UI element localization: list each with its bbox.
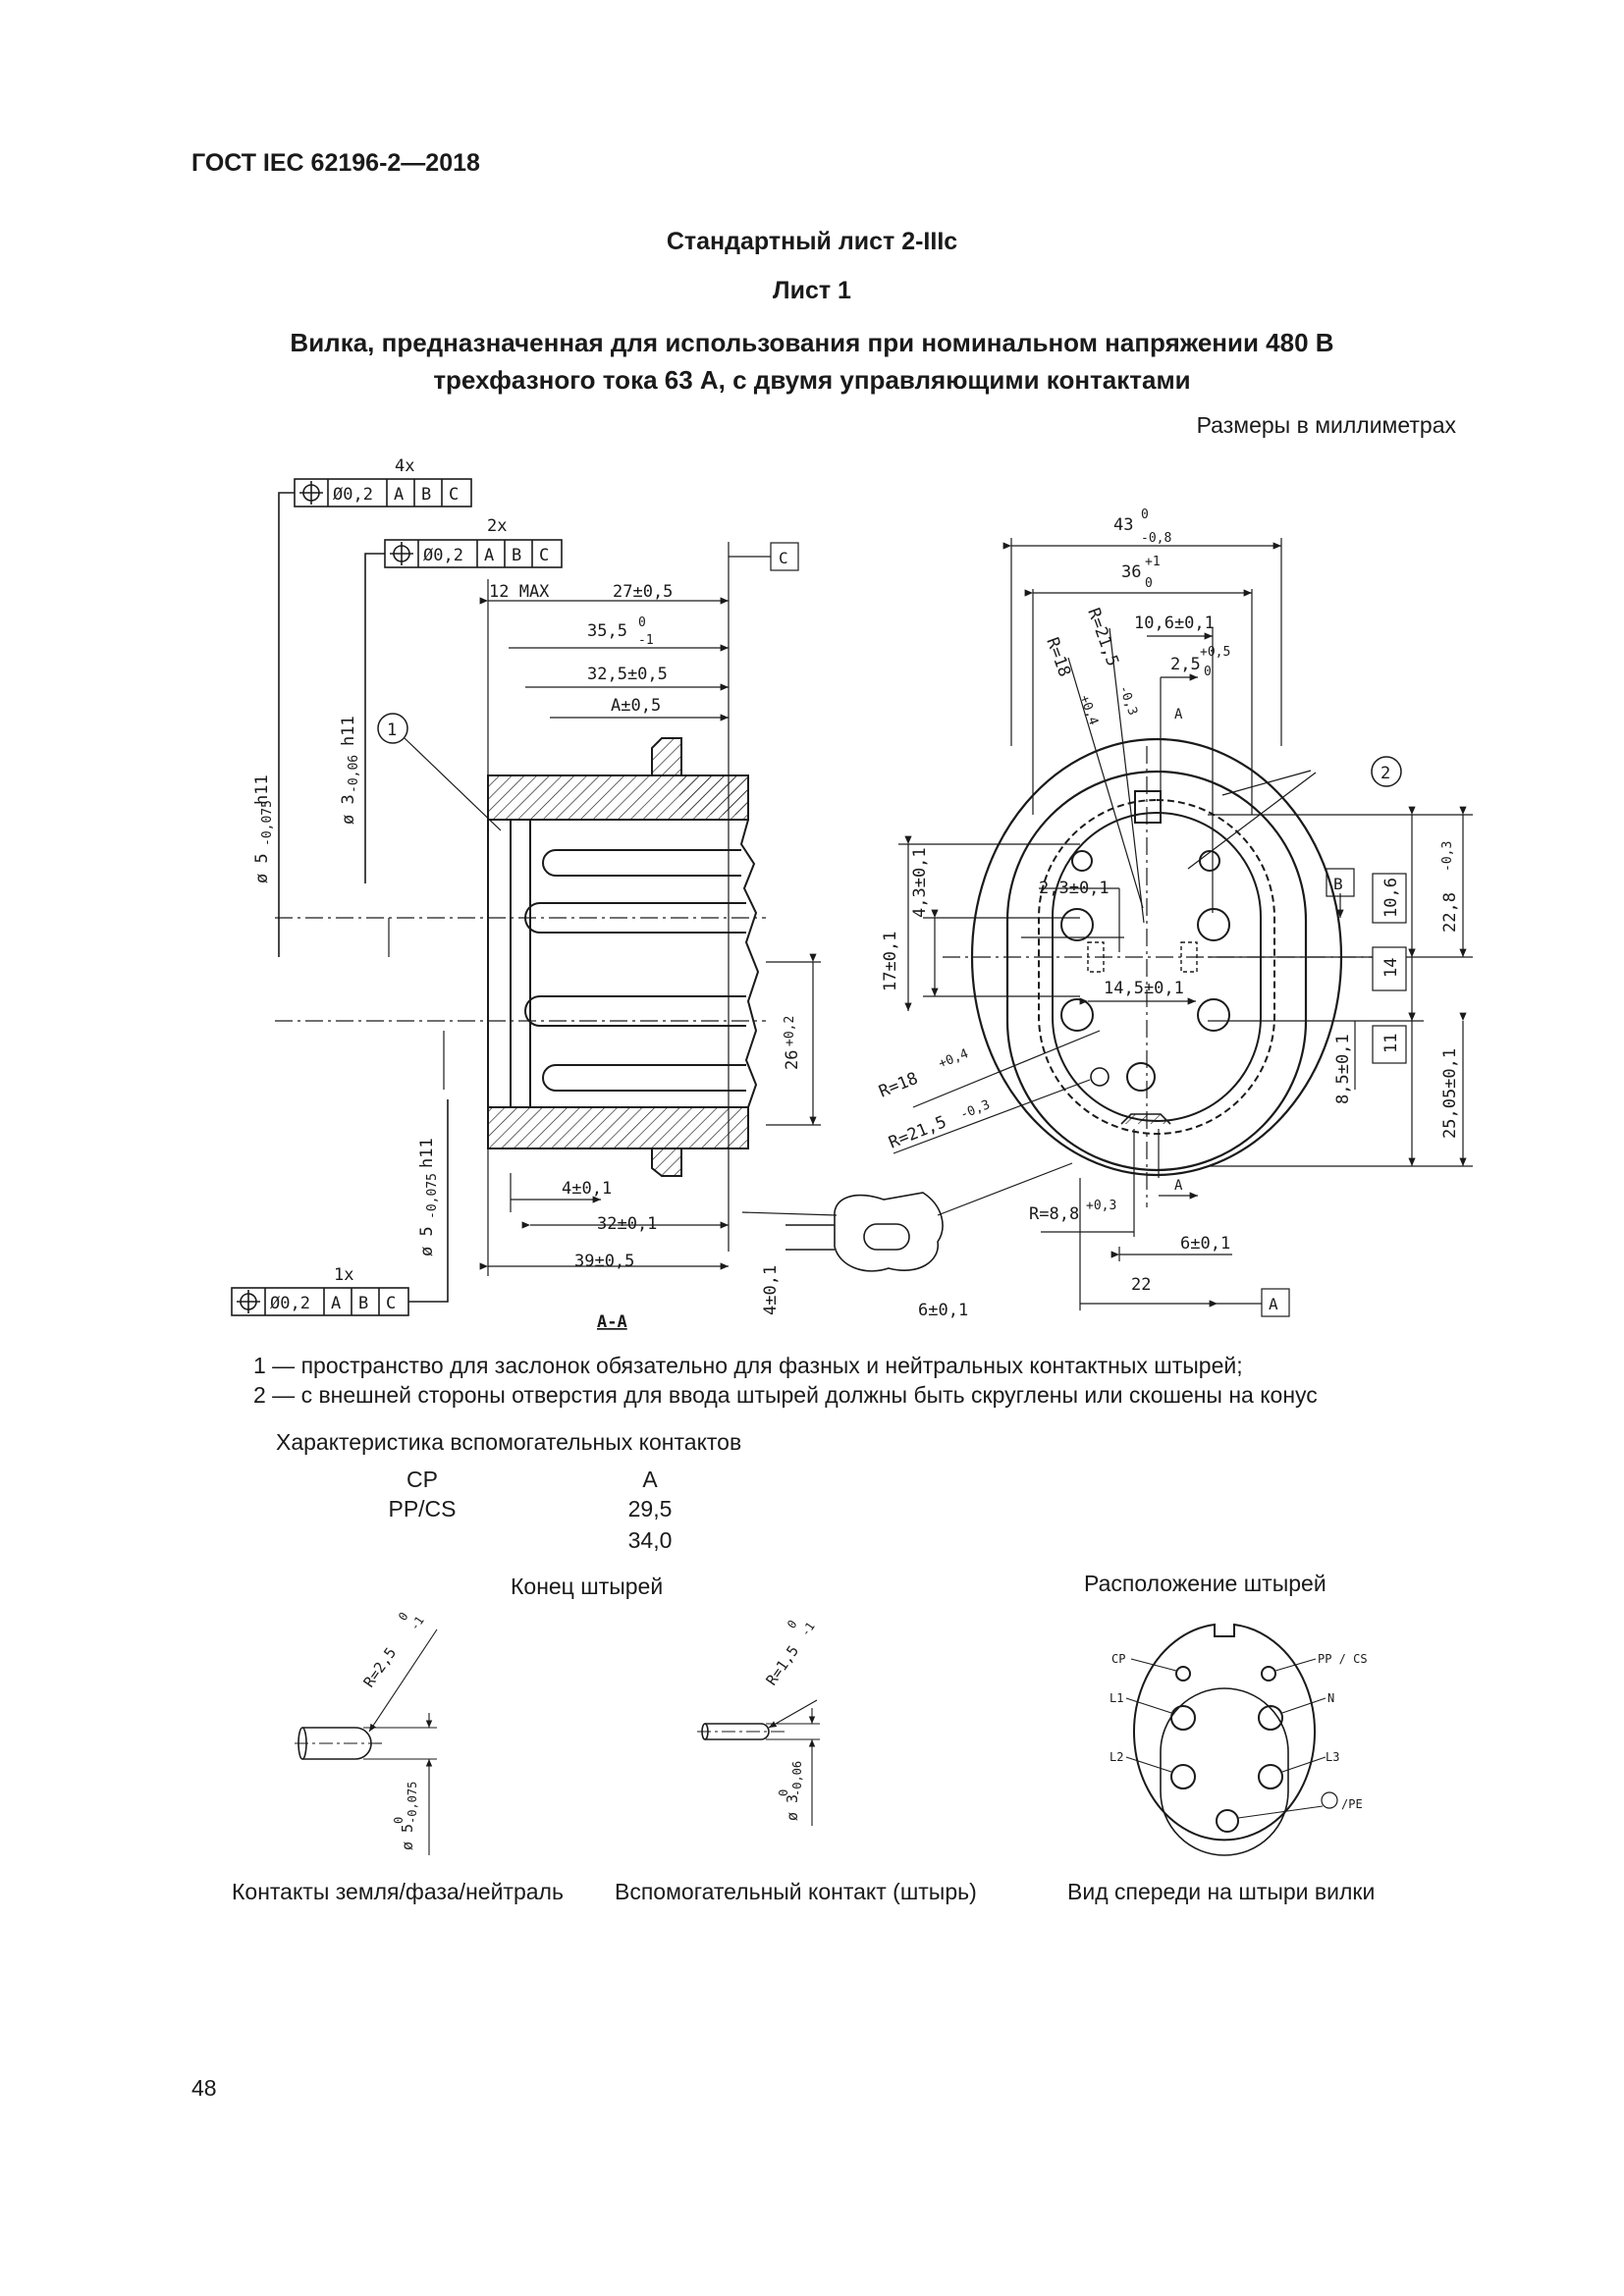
description-line-1: Вилка, предназначенная для использования при номинальном напряжении 480 В — [290, 328, 1334, 357]
dim-6-right: 6±0,1 — [1180, 1234, 1231, 1254]
aux-table-title: Характеристика вспомогательных контактов — [276, 1429, 742, 1455]
dim-r-18-top: R=18 — [1042, 634, 1075, 680]
dim-35-5: 35,5 — [587, 621, 627, 641]
dim-phi3-tol: -0,06 — [347, 754, 361, 793]
dim-32-5: 32,5±0,5 — [587, 665, 668, 684]
dim-4-a: 4±0,1 — [562, 1179, 613, 1199]
dim-22-8-tol: -0,3 — [1440, 840, 1455, 872]
dim-r-18-bottom-tol: +0,4 — [936, 1046, 971, 1072]
dim-r-21-5-top: R=21,5 — [1083, 605, 1123, 669]
list-title: Лист 1 — [773, 277, 851, 304]
sheet-title: Стандартный лист 2-IIIc — [666, 228, 958, 255]
dim-h11-bottom: h11 — [417, 1138, 437, 1168]
dim-h11-top: h11 — [252, 774, 272, 805]
tolerance-count-2x: 2x — [487, 516, 508, 536]
tolerance-ref-c: C — [539, 546, 550, 565]
dim-2-5: 2,5 — [1170, 655, 1201, 674]
datum-c-label: C — [779, 549, 788, 567]
tolerance-ref-a: A — [394, 485, 405, 505]
dim-r-21-5-bottom-tol: -0,3 — [957, 1097, 993, 1123]
pin-end-r1-tol0: 0 — [395, 1609, 411, 1624]
pin-end-d2-tol: -0,06 — [790, 1760, 804, 1796]
dim-phi5-bottom-tol: -0,075 — [425, 1173, 440, 1219]
pin-label-l1: L1 — [1110, 1691, 1124, 1705]
caption-aux-contact: Вспомогательный контакт (штырь) — [615, 1879, 977, 1904]
dim-32: 32±0,1 — [597, 1214, 658, 1234]
dim-36-tol-upper: +1 — [1145, 555, 1161, 569]
dim-r-21-5-bottom: R=21,5 — [886, 1112, 949, 1153]
tolerance-count-4x: 4x — [395, 456, 415, 476]
dim-8-5: 8,5±0,1 — [1333, 1034, 1353, 1104]
caption-main-contacts: Контакты земля/фаза/нейтраль — [232, 1879, 564, 1904]
datum-a-label: A — [1269, 1295, 1278, 1313]
tolerance-count-1x: 1x — [334, 1265, 354, 1285]
pin-end-r2: R=1,5 — [762, 1641, 803, 1689]
dim-r-8-8-tol: +0,3 — [1086, 1199, 1117, 1213]
pin-end-r2-tol0: 0 — [784, 1617, 800, 1631]
tolerance-value: Ø0,2 — [270, 1294, 310, 1313]
dim-27: 27±0,5 — [613, 582, 674, 602]
tolerance-ref-a: A — [331, 1294, 342, 1313]
pin-label-n: N — [1327, 1691, 1335, 1705]
dim-r-8-8: R=8,8 — [1029, 1204, 1080, 1224]
dim-phi5-top-tol: -0,075 — [260, 800, 275, 846]
box-11: 11 — [1381, 1033, 1401, 1053]
dim-25-05: 25,05±0,1 — [1440, 1047, 1460, 1139]
box-14: 14 — [1381, 957, 1401, 978]
tolerance-value: Ø0,2 — [333, 485, 373, 505]
callout-1-label: 1 — [387, 721, 398, 740]
pin-label-pp-cs: PP / CS — [1318, 1652, 1368, 1666]
dim-phi5-bottom: ø 5 — [417, 1226, 437, 1256]
dim-35-tol-upper: 0 — [638, 615, 646, 630]
caption-front-view: Вид спереди на штыри вилки — [1067, 1879, 1376, 1904]
page-number: 48 — [191, 2075, 217, 2101]
dim-6-left: 6±0,1 — [918, 1301, 969, 1320]
datum-a-section-top: A — [1174, 707, 1183, 722]
tolerance-ref-a: A — [484, 546, 495, 565]
dim-14-5: 14,5±0,1 — [1104, 979, 1184, 998]
pin-label-cp: CP — [1111, 1652, 1126, 1666]
dim-10-6: 10,6±0,1 — [1134, 614, 1215, 633]
dim-26: 26 — [783, 1049, 802, 1070]
document-code: ГОСТ IEC 62196-2—2018 — [191, 149, 480, 177]
dim-a: A±0,5 — [611, 696, 662, 716]
dim-r-top-tol: -0,3 — [1115, 683, 1141, 718]
tolerance-ref-b: B — [358, 1294, 369, 1313]
dim-22-8: 22,8 — [1440, 892, 1460, 933]
aux-cell: 29,5 — [627, 1496, 673, 1522]
dim-36-tol-lower: 0 — [1145, 576, 1153, 591]
dim-43-tol-upper: 0 — [1141, 507, 1149, 522]
dim-phi5-top: ø 5 — [252, 853, 272, 883]
tolerance-ref-c: C — [449, 485, 460, 505]
datum-b-label: B — [1333, 875, 1343, 893]
dim-r-18-bottom: R=18 — [876, 1068, 921, 1102]
aux-cell: 34,0 — [627, 1527, 673, 1553]
dim-4-3: 4,3±0,1 — [910, 847, 930, 918]
units-note: Размеры в миллиметрах — [1196, 412, 1456, 438]
aux-col-a: A — [642, 1467, 658, 1492]
dim-r-top-tol2: +0,4 — [1076, 693, 1102, 727]
dim-h11-mid: h11 — [339, 716, 358, 746]
dim-17: 17±0,1 — [881, 931, 900, 991]
pin-end-d2-tol0: 0 — [777, 1789, 790, 1796]
section-label: A-A — [597, 1312, 627, 1332]
dim-2-5-tol-upper: +0,5 — [1200, 645, 1231, 660]
dim-43: 43 — [1113, 515, 1134, 535]
pin-end-r1-tol: -1 — [406, 1613, 427, 1633]
dim-phi3: ø 3 — [339, 794, 358, 825]
pin-end-d2: ø 3 — [784, 1793, 801, 1821]
aux-col-cp: CP — [406, 1467, 438, 1492]
tolerance-ref-b: B — [421, 485, 432, 505]
pin-end-d1-tol0: 0 — [392, 1816, 406, 1824]
pin-end-title: Конец штырей — [511, 1574, 664, 1599]
tolerance-ref-b: B — [512, 546, 522, 565]
datum-a-section-bottom: A — [1174, 1178, 1183, 1194]
dim-4-b: 4±0,1 — [761, 1264, 781, 1315]
pin-end-d1: ø 5 — [399, 1823, 416, 1850]
tolerance-ref-c: C — [386, 1294, 397, 1313]
pin-layout-view — [1126, 1625, 1340, 1855]
aux-cell: PP/CS — [388, 1496, 457, 1522]
pin-label-l3: L3 — [1326, 1750, 1340, 1764]
pin-end-r1: R=2,5 — [359, 1643, 401, 1691]
description-line-2: трехфазного тока 63 А, с двумя управляющими контактами — [433, 365, 1191, 395]
dim-12-max: 12 MAX — [489, 582, 550, 602]
tolerance-value: Ø0,2 — [423, 546, 463, 565]
dim-2-3: 2,3±0,1 — [1039, 879, 1110, 898]
dim-36: 36 — [1121, 562, 1142, 582]
dim-22: 22 — [1131, 1275, 1152, 1295]
pin-label-l2: L2 — [1110, 1750, 1124, 1764]
note-1: 1 — пространство для заслонок обязательно для фазных и нейтральных контактных штырей; — [253, 1353, 1243, 1378]
pin-end-d1-tol: -0,075 — [406, 1781, 419, 1824]
callout-2-label: 2 — [1380, 764, 1391, 783]
dim-2-5-tol-lower: 0 — [1204, 665, 1212, 679]
pin-end-r2-tol: -1 — [797, 1619, 818, 1639]
box-10-6: 10,6 — [1381, 878, 1401, 918]
dim-39: 39±0,5 — [574, 1252, 635, 1271]
dim-43-tol-lower: -0,8 — [1141, 531, 1172, 546]
pin-layout-title: Расположение штырей — [1084, 1571, 1326, 1596]
dim-35-tol-lower: -1 — [638, 633, 654, 648]
dim-26-tol: +0,2 — [783, 1015, 797, 1046]
note-2: 2 — с внешней стороны отверстия для ввода штырей должны быть скруглены или скошены на конус — [253, 1382, 1318, 1408]
pin-label-pe: /PE — [1341, 1797, 1363, 1811]
